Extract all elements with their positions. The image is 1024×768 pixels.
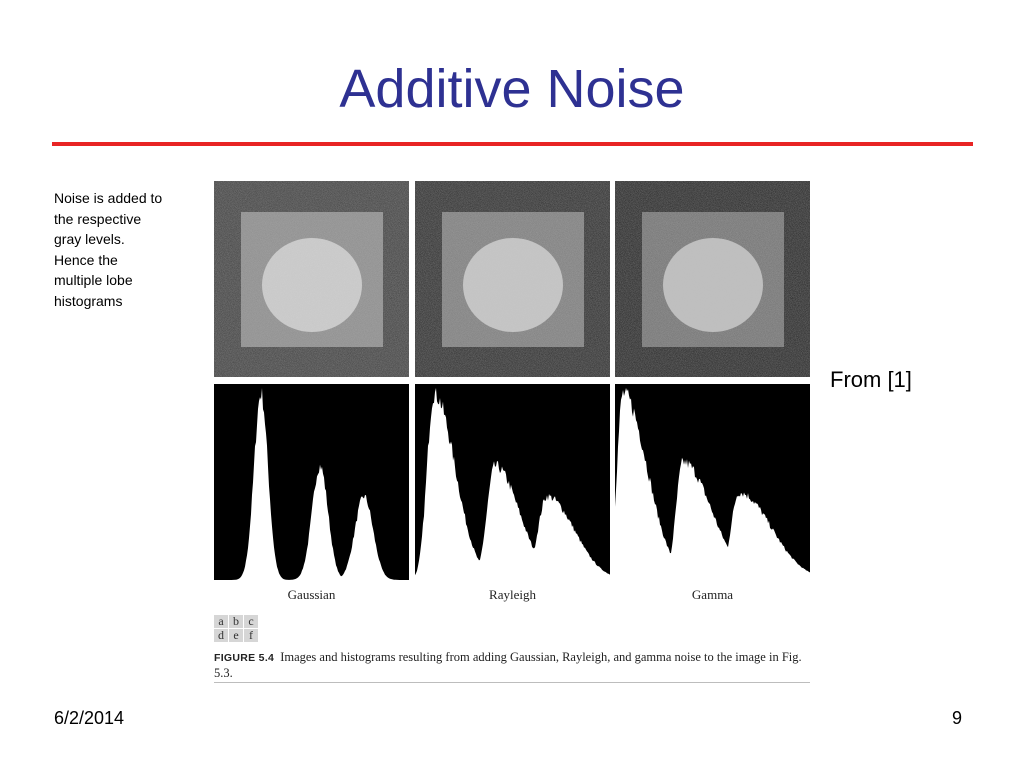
histogram-area — [615, 388, 810, 580]
gamma-histogram — [615, 384, 810, 580]
figure-caption — [214, 650, 810, 681]
source-note: From [1] — [830, 367, 912, 392]
image-disk — [463, 238, 563, 332]
footer-date: 6/2/2014 — [54, 708, 125, 728]
panel-key-cell: a — [214, 615, 228, 628]
histogram-area — [415, 388, 610, 580]
gaussian-histogram — [214, 384, 409, 580]
panel-key-cell: e — [229, 629, 243, 642]
panel-key-cell: f — [244, 629, 258, 642]
gamma-noise-image — [615, 181, 810, 377]
figure-5-4 — [214, 181, 810, 683]
label-gamma: Gamma — [691, 587, 734, 602]
panel-key-cell: b — [229, 615, 243, 628]
side-note: Noise is added to the respective gray levels. Hence the multiple lobe histograms — [54, 190, 163, 309]
figure-label: FIGURE 5.4 — [214, 652, 275, 664]
histogram-area — [214, 388, 409, 580]
gaussian-noise-image — [214, 181, 409, 377]
label-rayleigh: Rayleigh — [489, 587, 536, 602]
figure-caption-text: Images and histograms resulting from adding Gaussian, Rayleigh, and gamma noise to the image in Fig. 5.3. — [214, 650, 802, 680]
caption-rule — [214, 682, 810, 683]
label-gaussian: Gaussian — [287, 587, 336, 602]
panel-key — [214, 615, 258, 642]
slide-title: Additive Noise — [339, 59, 685, 119]
rayleigh-noise-image — [415, 181, 610, 377]
image-disk — [663, 238, 763, 332]
rayleigh-histogram — [415, 384, 610, 580]
panel-key-cell: d — [214, 629, 228, 642]
image-disk — [262, 238, 362, 332]
page-number: 9 — [952, 708, 963, 728]
title-underline — [52, 142, 973, 146]
panel-key-cell: c — [244, 615, 258, 628]
